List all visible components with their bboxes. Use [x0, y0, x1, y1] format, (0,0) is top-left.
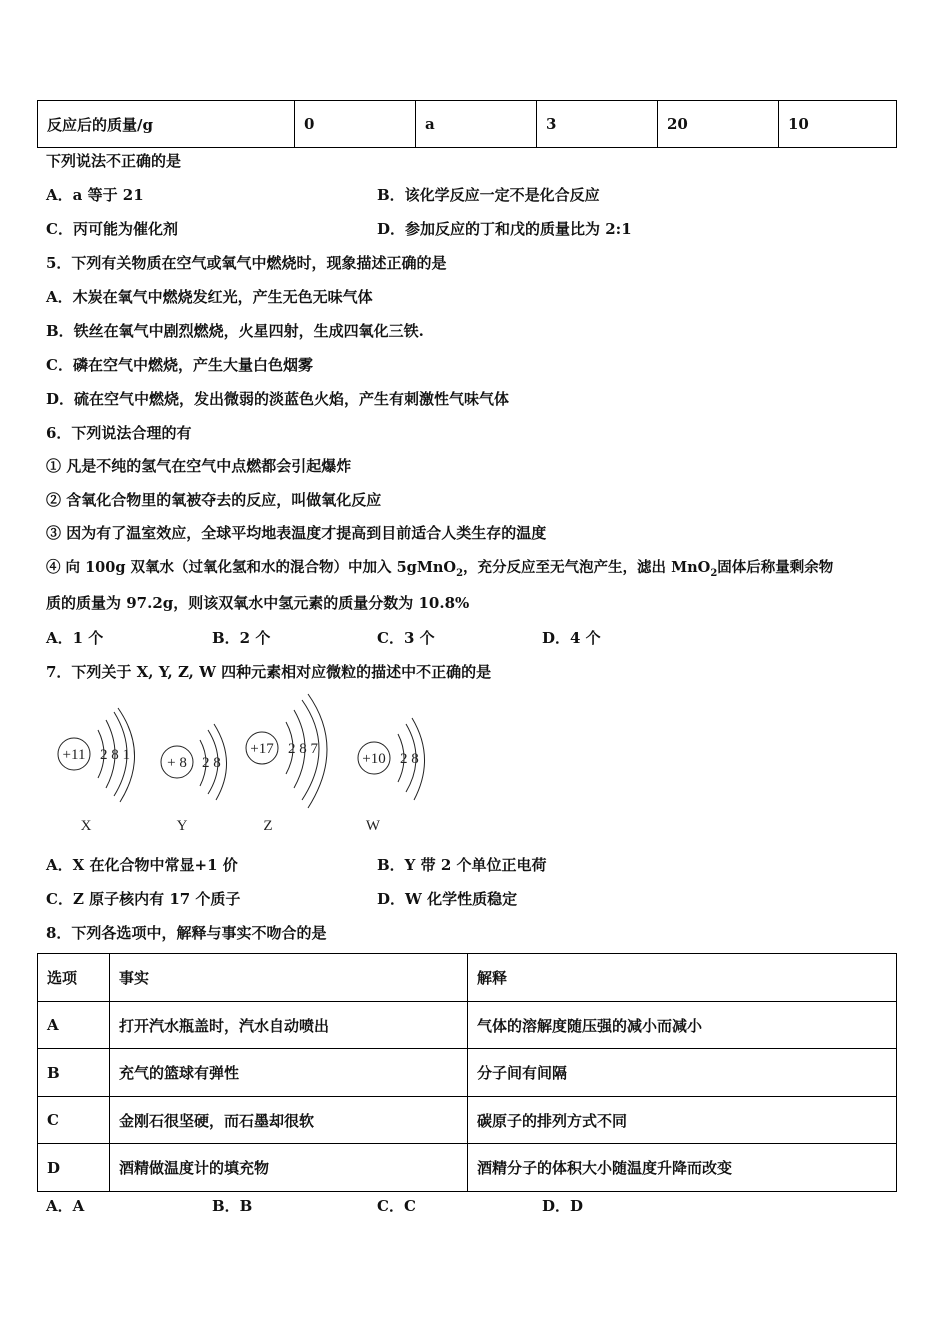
q4-stem: 下列说法不正确的是 — [46, 152, 182, 170]
q6-item-1: ① 凡是不纯的氢气在空气中点燃都会引起爆炸 — [46, 457, 352, 475]
subscript: 2 — [456, 567, 464, 579]
table-cell: 金刚石很坚硬，而石墨却很软 — [110, 1097, 468, 1144]
table-cell: 打开汽水瓶盖时，汽水自动喷出 — [110, 1002, 468, 1049]
table-header-cell: 解释 — [468, 954, 897, 1002]
table-header-row — [38, 954, 897, 1002]
table-cell: 0 — [295, 101, 416, 148]
q6-item-4-part-b: ，充分反应至无气泡产生，滤出 MnO — [463, 559, 711, 576]
atom-z-nucleus: +17 — [250, 741, 274, 757]
q8-table — [37, 953, 897, 1192]
table-cell: 酒精做温度计的填充物 — [110, 1144, 468, 1192]
atom-w-shells: 2 8 — [400, 751, 419, 767]
q5-option-d: D．硫在空气中燃烧，发出微弱的淡蓝色火焰，产生有刺激性气味气体 — [46, 390, 510, 408]
q6-item-3: ③ 因为有了温室效应，全球平均地表温度才提高到目前适合人类生存的温度 — [46, 524, 547, 542]
q7-option-c: C．Z 原子核内有 17 个质子 — [46, 890, 241, 908]
q4-option-c: C．丙可能为催化剂 — [46, 220, 178, 238]
q8-option-c: C．C — [377, 1197, 416, 1215]
table-cell: 3 — [537, 101, 658, 148]
table-row — [38, 101, 897, 148]
atom-w-nucleus: +10 — [362, 751, 386, 767]
table-row — [38, 1049, 897, 1097]
q6-item-2: ② 含氧化合物里的氧被夺去的反应，叫做氧化反应 — [46, 491, 382, 509]
table-row — [38, 1144, 897, 1192]
table-cell: 10 — [779, 101, 897, 148]
q6-item-4-part-c: 固体后称量剩余物 — [717, 559, 834, 576]
table-cell: 20 — [658, 101, 779, 148]
table-cell: 酒精分子的体积大小随温度升降而改变 — [468, 1144, 897, 1192]
reaction-mass-table — [37, 100, 897, 148]
q5-option-c: C．磷在空气中燃烧，产生大量白色烟雾 — [46, 356, 313, 374]
q8-option-b: B．B — [212, 1197, 253, 1215]
q6-item-4-part-a: ④ 向 100g 双氧水（过氧化氢和水的混合物）中加入 5gMnO — [46, 559, 457, 576]
atom-y-shells: 2 8 — [202, 755, 221, 771]
q8-option-d: D．D — [542, 1197, 584, 1215]
table-row — [38, 1002, 897, 1049]
atom-z-shells: 2 8 7 — [288, 741, 318, 757]
table-cell: B — [38, 1049, 110, 1097]
table-header-cell: 事实 — [110, 954, 468, 1002]
q6-option-c: C．3 个 — [377, 629, 435, 647]
q7-stem: 7．下列关于 X, Y, Z, W 四种元素相对应微粒的描述中不正确的是 — [46, 663, 492, 681]
atom-z-label: Z — [263, 818, 273, 834]
q8-stem: 8．下列各选项中，解释与事实不吻合的是 — [46, 924, 327, 942]
atom-x-label: X — [80, 818, 92, 834]
table-cell: A — [38, 1002, 110, 1049]
q6-option-d: D．4 个 — [542, 629, 601, 647]
table-cell: 碳原子的排列方式不同 — [468, 1097, 897, 1144]
table-cell: C — [38, 1097, 110, 1144]
table-cell: D — [38, 1144, 110, 1192]
q5-option-b: B．铁丝在氧气中剧烈燃烧，火星四射，生成四氧化三铁. — [46, 322, 424, 340]
atom-y-nucleus: + 8 — [167, 755, 187, 771]
q6-option-b: B．2 个 — [212, 629, 271, 647]
table-cell: 反应后的质量/g — [38, 101, 295, 148]
q7-option-a: A．X 在化合物中常显+1 价 — [46, 856, 238, 874]
q6-option-a: A．1 个 — [46, 629, 104, 647]
atom-y-label: Y — [176, 818, 188, 834]
q8-option-a: A．A — [46, 1197, 85, 1215]
table-cell: 分子间有间隔 — [468, 1049, 897, 1097]
atom-structure-diagrams — [40, 690, 460, 840]
q4-option-d: D．参加反应的丁和戊的质量比为 2:1 — [377, 220, 632, 238]
q4-option-a: A．a 等于 21 — [46, 186, 144, 204]
table-cell: a — [416, 101, 537, 148]
q6-stem: 6．下列说法合理的有 — [46, 424, 192, 442]
table-cell: 气体的溶解度随压强的减小而减小 — [468, 1002, 897, 1049]
q6-item-4 — [46, 556, 833, 579]
q7-option-d: D．W 化学性质稳定 — [377, 890, 518, 908]
subscript: 2 — [710, 567, 718, 579]
q4-option-b: B．该化学反应一定不是化合反应 — [377, 186, 600, 204]
atom-x-nucleus: +11 — [62, 747, 86, 763]
q5-option-a: A．木炭在氧气中燃烧发红光，产生无色无味气体 — [46, 288, 373, 306]
table-header-cell: 选项 — [38, 954, 110, 1002]
q6-item-4-line2: 质的质量为 97.2g，则该双氧水中氢元素的质量分数为 10.8% — [46, 594, 470, 612]
table-row — [38, 1097, 897, 1144]
table-cell: 充气的篮球有弹性 — [110, 1049, 468, 1097]
q7-option-b: B．Y 带 2 个单位正电荷 — [377, 856, 547, 874]
q5-stem: 5．下列有关物质在空气或氧气中燃烧时，现象描述正确的是 — [46, 254, 447, 272]
atom-w-label: W — [365, 818, 381, 834]
atom-x-shells: 2 8 1 — [100, 747, 130, 763]
